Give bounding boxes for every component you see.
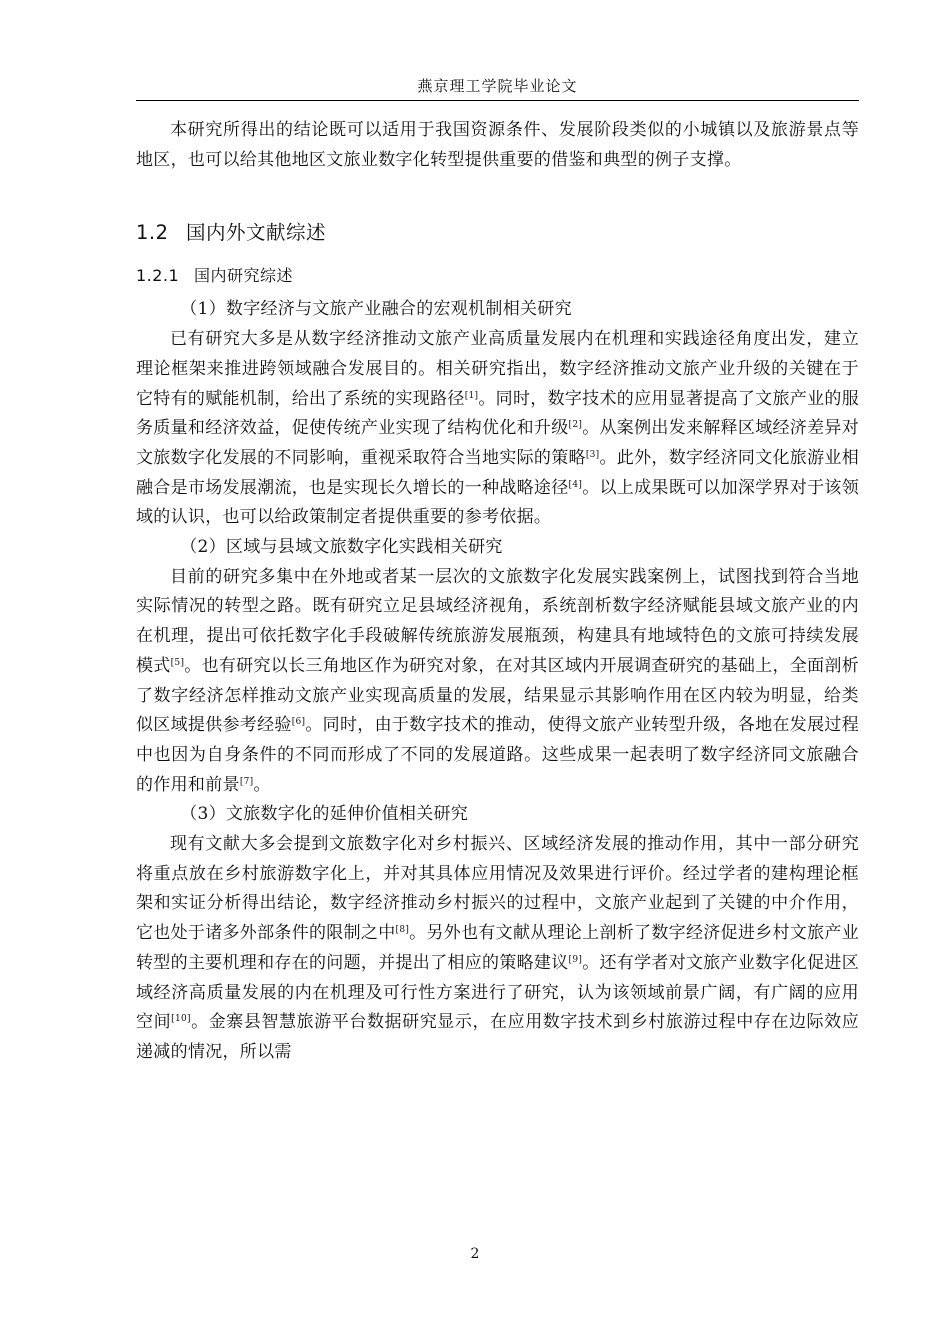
section-title: 国内外文献综述 [186,221,327,245]
citation-9: [9] [568,954,583,965]
text-run: 。同时，由于数字技术的推动，使得文旅产业转型升级，各地在发展过程中也因为自身条件的不同而形成了不同的发展道路。这些成果一起表明了数字经济同文旅融合的作用和前景 [136,715,859,795]
topic-2-heading: （2）区域与县域文旅数字化实践相关研究 [180,537,503,558]
topic-2-paragraph [136,563,859,801]
subsection-heading [136,263,859,289]
text-run: 。金寨县智慧旅游平台数据研究显示，在应用数字技术到乡村旅游过程中存在边际效应递减的情况，所以需 [136,1012,859,1062]
text-run: 。另外也有文献从理论上剖析了数字经济促进乡村文旅产业转型的主要机理和存在的问题，并提出了相应的策略建议 [136,923,859,973]
text-run: 。从案例出发来解释区域经济差异对文旅数字化发展的不同影响，重视采取符合当地实际的策略 [136,418,859,468]
text-run: 已有研究大多是从数字经济推动文旅产业高质量发展内在机理和实践途径角度出发，建立理论框架来推进跨领域融合发展目的。相关研究指出，数字经济推动文旅产业升级的关键在于它特有的赋能机制，给出了系统的实现路径 [136,329,859,409]
topic-1-paragraph [136,325,859,533]
text-run: 。以上成果既可以加深学界对于该领域的认识，也可以给政策制定者提供重要的参考依据。 [136,477,859,528]
citation-7: [7] [239,776,254,787]
citation-2: [2] [568,420,583,431]
text-run: 。此外，数字经济同文化旅游业相融合是市场发展潮流，也是实现长久增长的一种战略途径 [136,447,859,498]
text-run: 。同时，数字技术的应用显著提高了文旅产业的服务质量和经济效益，促使传统产业实现了结构优化和升级 [136,388,859,439]
citation-3: [3] [585,449,600,460]
section-heading [136,218,859,248]
topic-1-heading: （1）数字经济与文旅产业融合的宏观机制相关研究 [180,299,572,320]
header-divider [136,100,859,101]
page-body [136,116,859,1068]
text-run: 目前的研究多集中在外地或者某一层次的文旅数字化发展实践案例上，试图找到符合当地实际情况的转型之路。既有研究立足县域经济视角，系统剖析数字经济赋能县域文旅产业的内在机理，提出可依托数字化手段破解传统旅游发展瓶颈，构建具有地域特色的文旅可持续发展模式 [136,566,859,676]
subsection-number: 1.2.1 [136,266,180,286]
citation-6: [6] [291,717,306,728]
citation-10: [10] [171,1014,191,1025]
citation-1: [1] [464,390,479,401]
text-run: 。也有研究以长三角地区作为研究对象，在对其区域内开展调查研究的基础上，全面剖析了数字经济怎样推动文旅产业实现高质量的发展，结果显示其影响作用在区内较为明显，给类似区域提供参考经验 [136,655,859,736]
intro-paragraph: 本研究所得出的结论既可以适用于我国资源条件、发展阶段类似的小城镇以及旅游景点等地区，也可以给其他地区文旅业数字化转型提供重要的借鉴和典型的例子支撑。 [136,120,859,170]
section-number: 1.2 [136,221,169,245]
text-run: 现有文献大多会提到文旅数字化对乡村振兴、区域经济发展的推动作用，其中一部分研究将重点放在乡村旅游数字化上，并对其具体应用情况及效果进行评价。经过学者的建构理论框架和实证分析得出结论，数字经济推动乡村振兴的过程中，文旅产业起到了关键的中介作用，它也处于诸多外部条件的限制之中 [136,834,859,944]
citation-4: [4] [568,479,583,490]
running-header: 燕京理工学院毕业论文 [417,77,578,95]
text-run: 。还有学者对文旅产业数字化促进区域经济高质量发展的内在机理及可行性方案进行了研究，认为该领域前景广阔，有广阔的应用空间 [136,952,859,1033]
topic-3-paragraph [136,830,859,1068]
citation-5: [5] [170,657,185,668]
page-number: 2 [470,1246,480,1262]
text-run: 。 [253,774,271,795]
topic-3-heading: （3）文旅数字化的延伸价值相关研究 [180,804,469,825]
citation-8: [8] [395,925,410,936]
subsection-title: 国内研究综述 [194,266,294,286]
